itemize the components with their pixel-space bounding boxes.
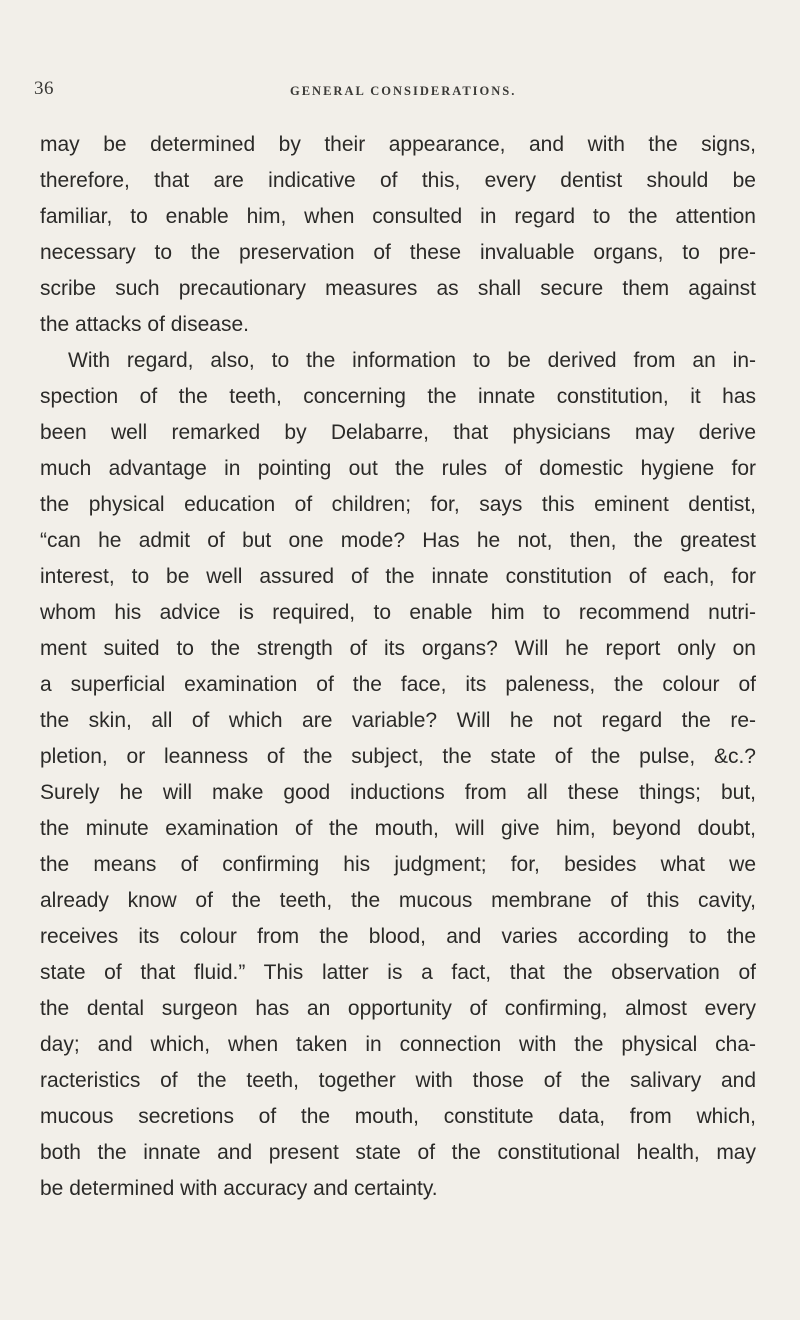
text-line: both the innate and present state of the constitutional health, may (40, 1141, 756, 1164)
text-line: been well remarked by Delabarre, that physicians may derive (40, 421, 756, 444)
text-line: the dental surgeon has an opportunity of confirming, almost every (40, 997, 756, 1020)
text-line: may be determined by their appearance, and with the signs, (40, 133, 756, 156)
text-line: necessary to the preservation of these invaluable organs, to pre- (40, 241, 756, 264)
text-line: With regard, also, to the information to be derived from an in- (68, 349, 756, 372)
text-line: Surely he will make good inductions from all these things; but, (40, 781, 756, 804)
text-line: a superficial examination of the face, its paleness, the colour of (40, 673, 756, 696)
text-line: much advantage in pointing out the rules of domestic hygiene for (40, 457, 756, 480)
text-line: the attacks of disease. (40, 313, 249, 336)
text-line: the minute examination of the mouth, will give him, beyond doubt, (40, 817, 756, 840)
text-line: familiar, to enable him, when consulted in regard to the attention (40, 205, 756, 228)
text-line: the skin, all of which are variable? Will he not regard the re- (40, 709, 756, 732)
text-line: the physical education of children; for, says this eminent dentist, (40, 493, 756, 516)
text-line: therefore, that are indicative of this, every dentist should be (40, 169, 756, 192)
text-line: spection of the teeth, concerning the innate constitution, it has (40, 385, 756, 408)
body-text (40, 127, 756, 1207)
text-line: the means of confirming his judgment; for, besides what we (40, 853, 756, 876)
text-line: state of that fluid.” This latter is a fact, that the observation of (40, 961, 756, 984)
text-line: ment suited to the strength of its organs? Will he report only on (40, 637, 756, 660)
text-line: whom his advice is required, to enable him to recommend nutri- (40, 601, 756, 624)
text-line: pletion, or leanness of the subject, the state of the pulse, &c.? (40, 745, 756, 768)
running-head: GENERAL CONSIDERATIONS. (290, 84, 517, 98)
page-header (0, 78, 800, 118)
text-line: already know of the teeth, the mucous membrane of this cavity, (40, 889, 756, 912)
text-line: receives its colour from the blood, and varies according to the (40, 925, 756, 948)
page-number: 36 (34, 78, 54, 99)
text-line: scribe such precautionary measures as shall secure them against (40, 277, 756, 300)
text-line: mucous secretions of the mouth, constitute data, from which, (40, 1105, 756, 1128)
text-line: “can he admit of but one mode? Has he not, then, the greatest (40, 529, 756, 552)
text-line: be determined with accuracy and certainty. (40, 1177, 438, 1200)
text-line: day; and which, when taken in connection with the physical cha- (40, 1033, 756, 1056)
text-line: interest, to be well assured of the innate constitution of each, for (40, 565, 756, 588)
text-line: racteristics of the teeth, together with those of the salivary and (40, 1069, 756, 1092)
